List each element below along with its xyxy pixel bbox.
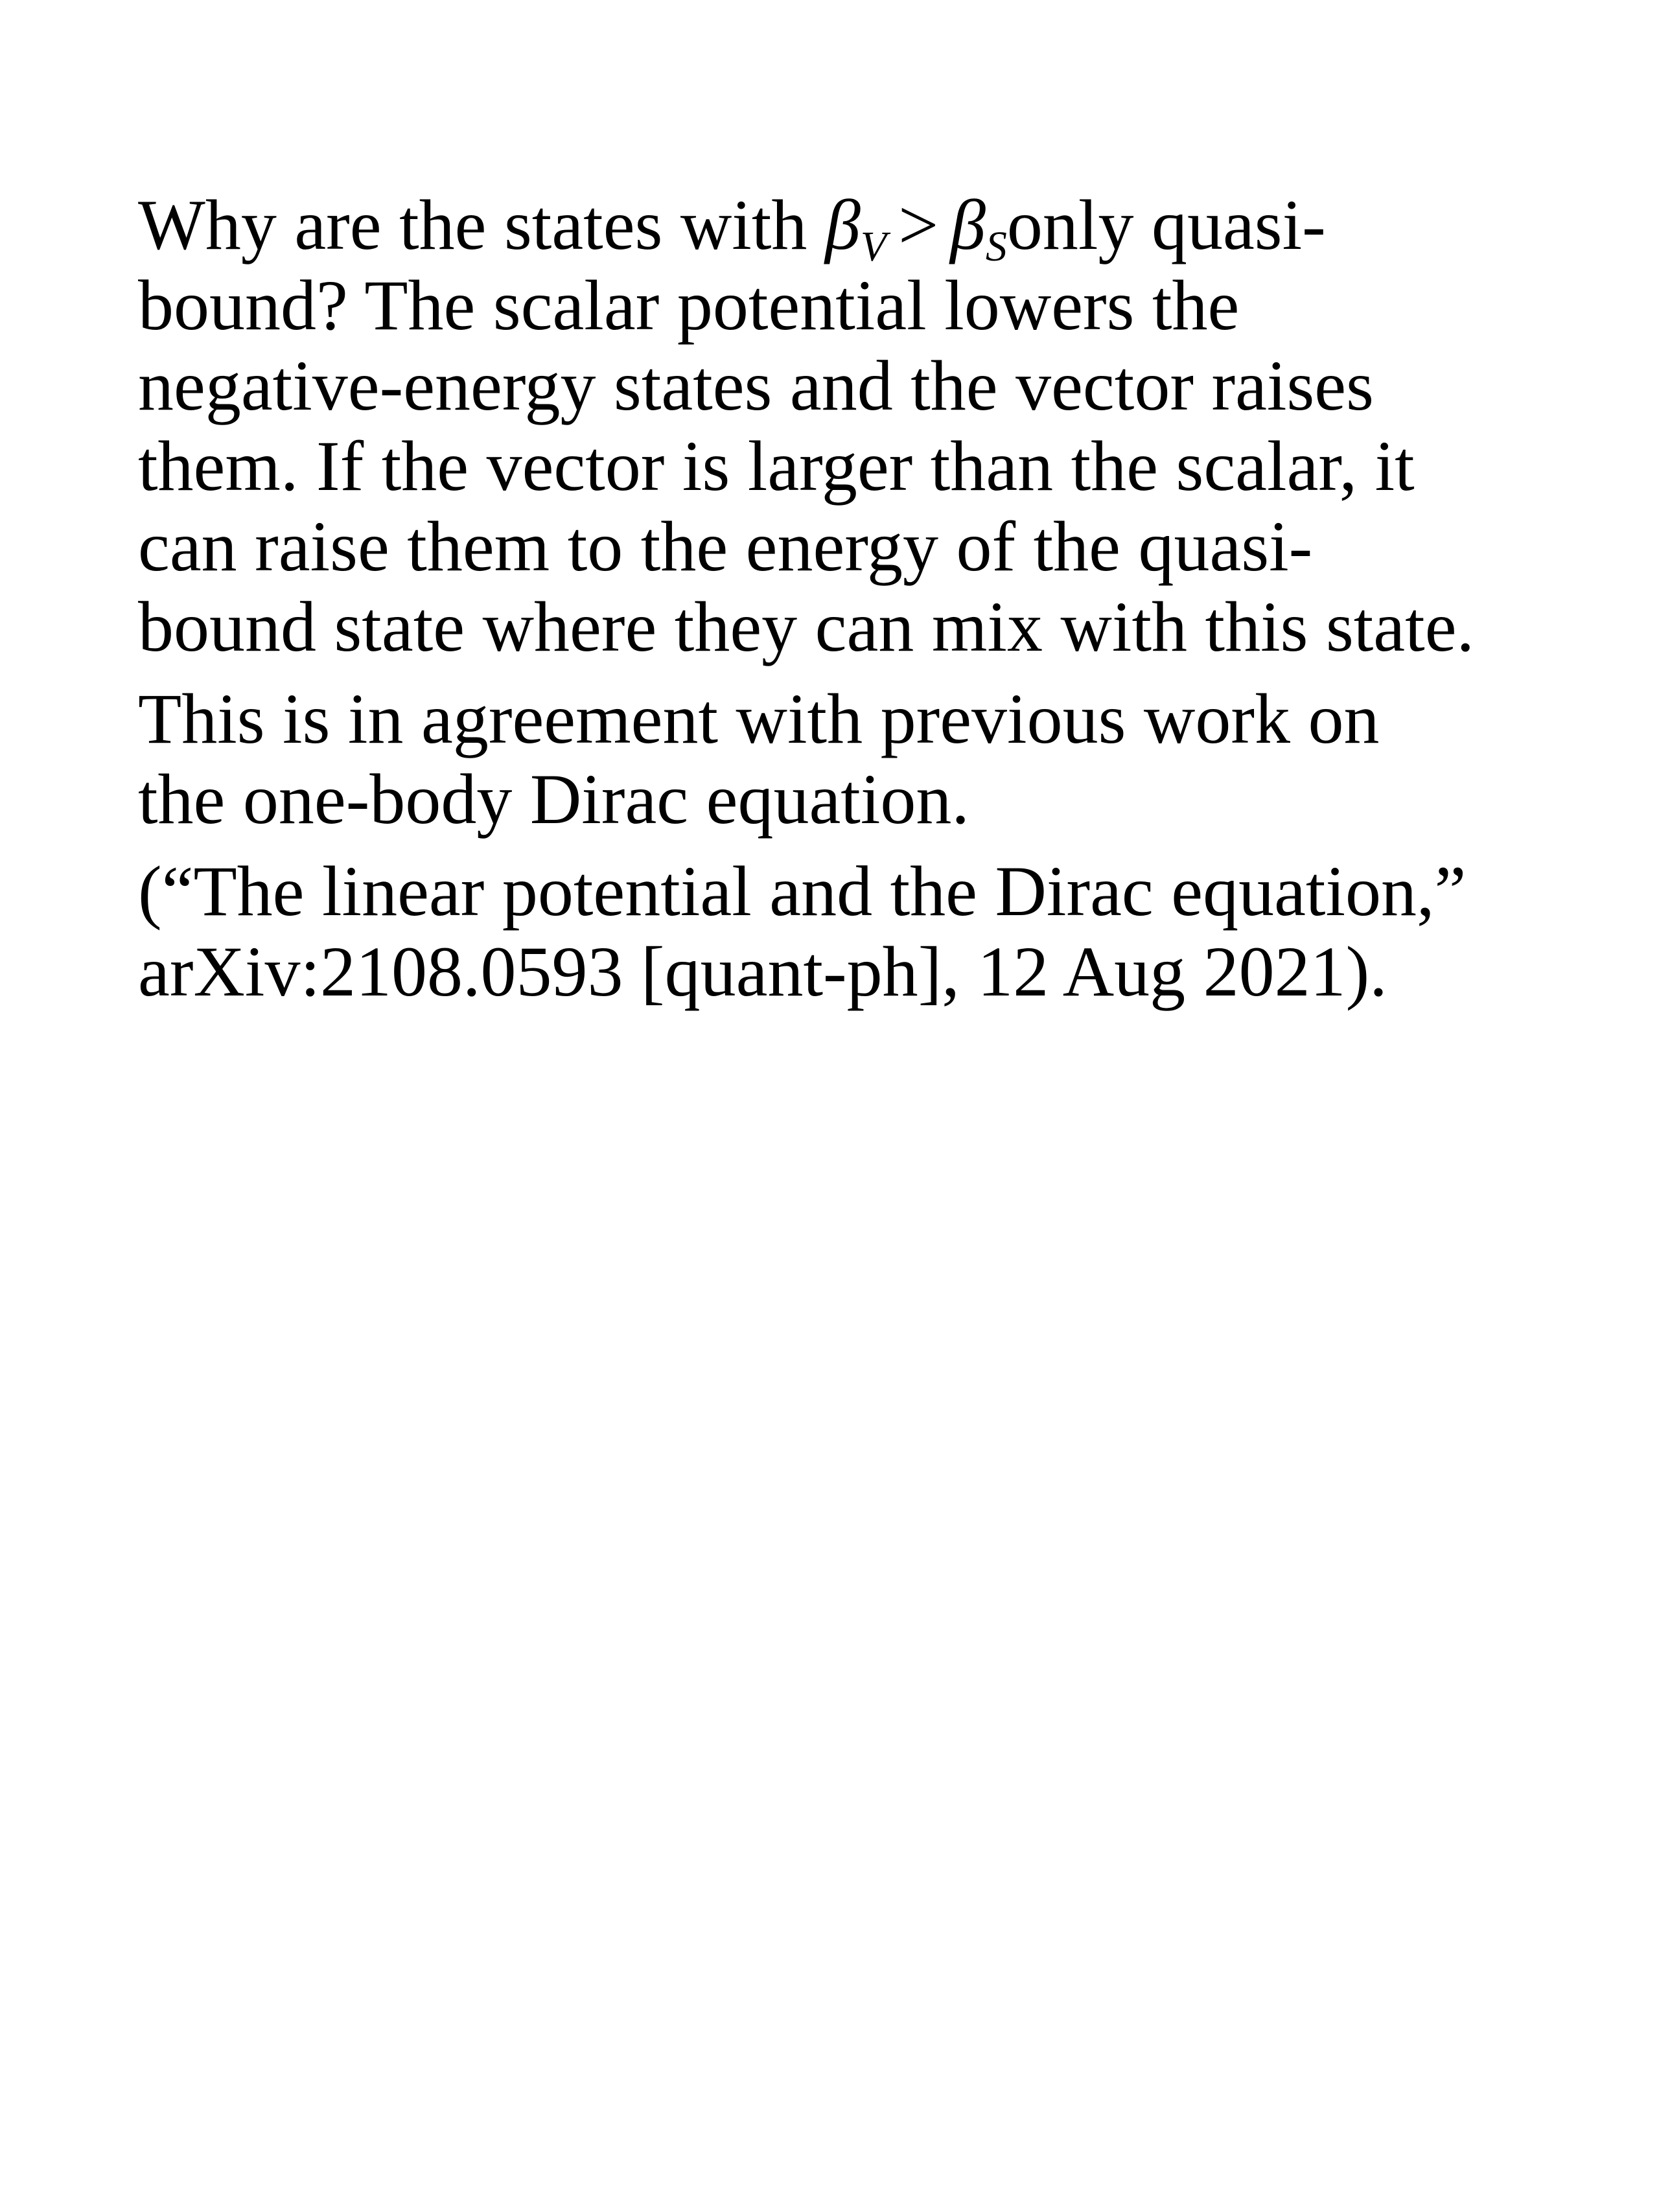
subscript-s: S: [985, 223, 1007, 270]
beta-letter: β: [824, 185, 861, 264]
text-line: bound? The scalar potential lowers the: [138, 266, 1240, 345]
beta-s-symbol: [950, 185, 1007, 270]
greater-than-sign: >: [898, 185, 939, 264]
paragraph-agreement: [138, 679, 1564, 839]
document-body: [138, 185, 1564, 1023]
text-span: only quasi-: [1006, 185, 1326, 264]
text-span: Why are the states with: [138, 185, 825, 264]
beta-letter: β: [950, 185, 986, 264]
subscript-v: V: [860, 223, 887, 270]
citation-line: arXiv:2108.0593 [quant-ph], 12 Aug 2021).: [138, 932, 1387, 1011]
text-line: can raise them to the energy of the quasi-: [138, 507, 1313, 586]
text-line: [138, 185, 1564, 270]
text-line: This is in agreement with previous work on: [138, 679, 1380, 758]
text-line: negative-energy states and the vector raises: [138, 346, 1374, 425]
paragraph-citation: [138, 851, 1564, 1012]
paragraph-quasi-bound: [138, 185, 1564, 667]
text-line: bound state where they can mix with this state.: [138, 587, 1475, 666]
citation-line: (“The linear potential and the Dirac equation,”: [138, 852, 1467, 931]
text-line: them. If the vector is larger than the scalar, it: [138, 426, 1415, 506]
beta-v-symbol: [824, 185, 887, 270]
text-line: the one-body Dirac equation.: [138, 760, 969, 839]
